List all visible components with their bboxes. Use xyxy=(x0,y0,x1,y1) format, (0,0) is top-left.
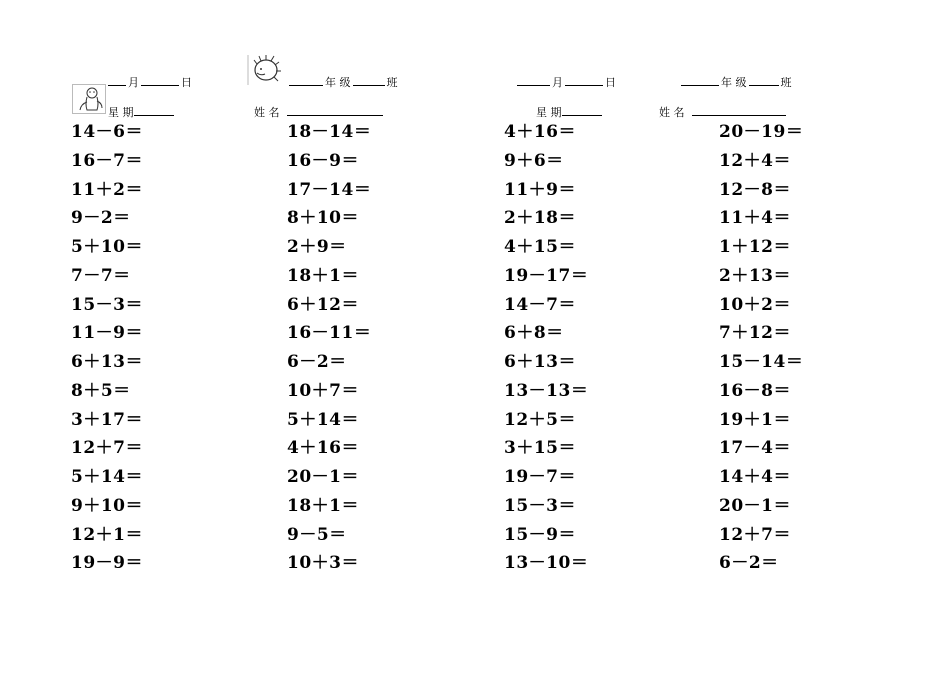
class-blank-2[interactable] xyxy=(749,76,779,86)
math-problem: 9－2＝ xyxy=(71,208,131,229)
math-problem: 15－3＝ xyxy=(504,495,576,516)
problem-column-2 xyxy=(287,118,371,578)
grade-blank-2[interactable] xyxy=(681,76,719,86)
math-problem: 13－10＝ xyxy=(504,553,589,574)
weekday-blank-2[interactable] xyxy=(562,106,602,116)
math-problem: 10＋2＝ xyxy=(719,294,791,315)
math-problem: 20－1＝ xyxy=(719,495,791,516)
math-problem: 12＋7＝ xyxy=(71,438,143,459)
math-problem: 15－14＝ xyxy=(719,352,804,372)
math-problem: 6－2＝ xyxy=(287,352,347,372)
sheet2-header-line1 xyxy=(517,74,618,90)
math-problem: 6－2＝ xyxy=(719,553,779,574)
math-problem: 6＋13＝ xyxy=(504,352,576,372)
name-label-2: 姓 名 xyxy=(659,106,685,119)
math-problem: 19－17＝ xyxy=(504,265,589,286)
math-problem: 5＋14＝ xyxy=(71,467,143,487)
math-problem: 20－19＝ xyxy=(719,122,804,142)
math-problem: 2＋9＝ xyxy=(287,237,347,257)
month-blank-2[interactable] xyxy=(517,76,550,86)
math-problem: 12＋7＝ xyxy=(719,524,791,545)
day-label-2: 日 xyxy=(605,76,616,89)
math-problem: 10＋7＝ xyxy=(287,380,359,401)
math-problem: 4＋16＝ xyxy=(504,122,576,142)
math-problem: 11＋9＝ xyxy=(504,179,576,200)
day-blank[interactable] xyxy=(141,76,179,86)
month-label: 月 xyxy=(128,76,139,89)
math-problem: 2＋18＝ xyxy=(504,208,576,229)
class-label: 班 xyxy=(386,76,398,89)
math-problem: 6＋8＝ xyxy=(504,323,564,344)
math-problem: 12＋1＝ xyxy=(71,524,143,545)
math-problem: 7＋12＝ xyxy=(719,323,791,344)
math-problem: 11－9＝ xyxy=(71,323,143,344)
math-problem: 14－7＝ xyxy=(504,294,576,315)
math-problem: 12－8＝ xyxy=(719,179,791,200)
math-problem: 16－11＝ xyxy=(287,323,372,344)
math-problem: 6＋13＝ xyxy=(71,352,143,372)
math-problem: 5＋10＝ xyxy=(71,237,143,257)
problem-column-3 xyxy=(504,118,588,578)
math-problem: 9－5＝ xyxy=(287,524,347,545)
math-problem: 1＋12＝ xyxy=(719,237,791,257)
math-problem: 14＋4＝ xyxy=(719,467,791,487)
class-label-2: 班 xyxy=(780,76,792,89)
math-problem: 4＋16＝ xyxy=(287,438,359,459)
math-problem: 19－7＝ xyxy=(504,467,576,487)
class-blank[interactable] xyxy=(353,76,385,86)
math-problem: 12＋5＝ xyxy=(504,409,576,430)
math-problem: 8＋10＝ xyxy=(287,208,359,229)
math-problem: 19－9＝ xyxy=(71,553,143,574)
name-label: 姓 名 xyxy=(254,106,280,119)
math-problem: 7－7＝ xyxy=(71,265,131,286)
monkey-illustration xyxy=(72,84,106,114)
day-label: 日 xyxy=(181,76,192,89)
math-problem: 16－8＝ xyxy=(719,380,791,401)
math-problem: 6＋12＝ xyxy=(287,294,359,315)
weekday-blank[interactable] xyxy=(134,106,174,116)
day-blank-2[interactable] xyxy=(565,76,603,86)
math-problem: 15－3＝ xyxy=(71,294,143,315)
math-problem: 11＋2＝ xyxy=(71,179,143,200)
grade-label-2: 年 级 xyxy=(721,76,747,89)
math-problem: 18－14＝ xyxy=(287,122,372,142)
math-problem: 19＋1＝ xyxy=(719,409,791,430)
math-problem: 17－4＝ xyxy=(719,438,791,459)
math-problem: 11＋4＝ xyxy=(719,208,791,229)
math-problem: 16－9＝ xyxy=(287,150,359,171)
grade-label: 年 级 xyxy=(325,76,351,89)
math-problem: 3＋17＝ xyxy=(71,409,143,430)
math-problem: 15－9＝ xyxy=(504,524,576,545)
weekday-label: 星 期 xyxy=(108,106,134,119)
math-problem: 3＋15＝ xyxy=(504,438,576,459)
name-blank[interactable] xyxy=(287,106,383,116)
month-label-2: 月 xyxy=(552,76,563,89)
weekday-label-2: 星 期 xyxy=(536,106,562,119)
math-problem: 2＋13＝ xyxy=(719,265,791,286)
problem-column-1 xyxy=(71,118,143,578)
math-problem: 16－7＝ xyxy=(71,150,143,171)
math-problem: 17－14＝ xyxy=(287,179,372,200)
problem-column-4 xyxy=(719,118,803,578)
hedgehog-illustration xyxy=(247,54,283,86)
math-problem: 14－6＝ xyxy=(71,122,143,142)
math-problem: 18＋1＝ xyxy=(287,265,359,286)
math-problem: 8＋5＝ xyxy=(71,380,131,401)
math-problem: 9＋10＝ xyxy=(71,495,143,516)
math-problem: 10＋3＝ xyxy=(287,553,359,574)
month-blank[interactable] xyxy=(108,76,126,86)
math-problem: 18＋1＝ xyxy=(287,495,359,516)
sheet1-header-line1 xyxy=(108,74,194,90)
grade-blank[interactable] xyxy=(289,76,323,86)
sheet2-header-line1b xyxy=(681,74,794,90)
sheet1-header-line1b xyxy=(289,74,400,90)
name-blank-2[interactable] xyxy=(692,106,786,116)
math-problem: 5＋14＝ xyxy=(287,409,359,430)
math-problem: 20－1＝ xyxy=(287,467,359,487)
math-problem: 4＋15＝ xyxy=(504,237,576,257)
math-problem: 9＋6＝ xyxy=(504,150,564,171)
math-problem: 13－13＝ xyxy=(504,380,589,401)
math-problem: 12＋4＝ xyxy=(719,150,791,171)
